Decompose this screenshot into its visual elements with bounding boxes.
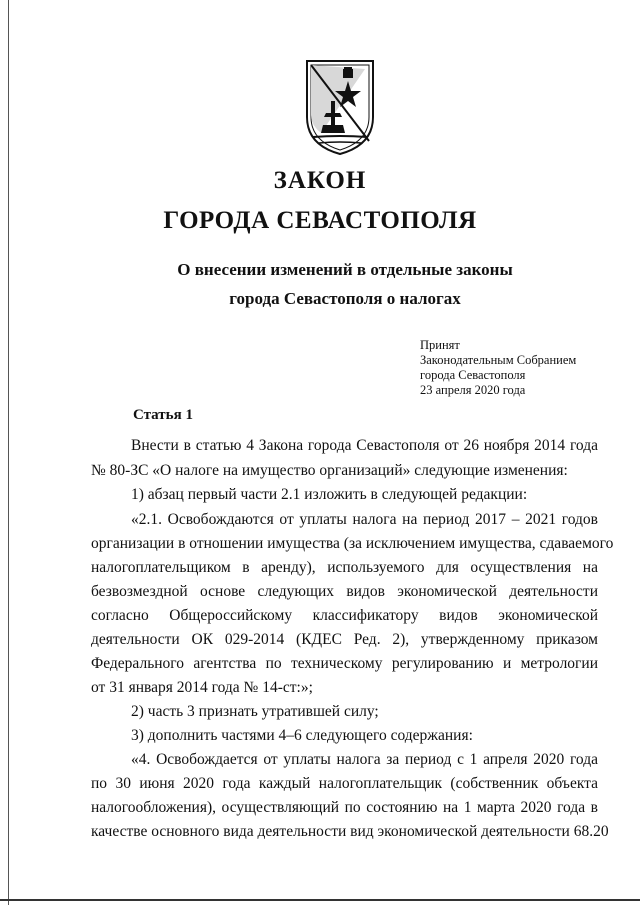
body-line: организации в отношении имущества (за исключением имущества, сдаваемого (91, 535, 614, 552)
body-line: согласно Общероссийскому классификатору видов экономической (91, 607, 598, 624)
law-title: ЗАКОН (273, 167, 367, 194)
sevastopol-coat-of-arms-icon (299, 55, 381, 157)
body-line: качестве основного вида деятельности вид экономической деятельности 68.20 (91, 823, 609, 840)
body-line: «4. Освобождается от уплаты налога за период с 1 апреля 2020 года (131, 751, 598, 768)
law-subtitle-line2: города Севастополя о налогах (229, 289, 461, 308)
law-city-title: ГОРОДА СЕВАСТОПОЛЯ (163, 207, 477, 234)
adoption-line: города Севастополя (420, 368, 526, 382)
page-left-border (8, 0, 9, 905)
law-subtitle-line1: О внесении изменений в отдельные законы (177, 260, 513, 279)
body-line: от 31 января 2014 года № 14-ст:»; (91, 679, 313, 696)
body-line: 2) часть 3 признать утратившей силу; (131, 703, 379, 720)
body-line: по 30 июня 2020 года каждый налогоплательщик (собственник объекта (91, 775, 598, 792)
page-bottom-border (0, 899, 640, 901)
adoption-date: 23 апреля 2020 года (420, 383, 526, 397)
body-line: 1) абзац первый части 2.1 изложить в следующей редакции: (131, 486, 528, 503)
adoption-line: Принят (420, 338, 460, 352)
body-line: налогообложения), осуществляющий по состоянию на 1 марта 2020 года в (91, 799, 598, 816)
adoption-line: Законодательным Собранием (420, 353, 577, 367)
body-line: безвозмездной основе следующих видов экономической деятельности (91, 583, 598, 600)
article-heading: Статья 1 (133, 407, 193, 423)
body-line: деятельности ОК 029-2014 (КДЕС Ред. 2), утвержденному приказом (91, 631, 598, 648)
body-line: № 80-ЗС «О налоге на имущество организаций» следующие изменения: (91, 462, 568, 479)
body-line: Внести в статью 4 Закона города Севастополя от 26 ноября 2014 года (131, 437, 598, 454)
body-line: налогоплательщиком в аренду), используемого для осуществления на (91, 559, 598, 576)
body-line: «2.1. Освобождаются от уплаты налога на период 2017 – 2021 годов (131, 511, 598, 528)
body-line: 3) дополнить частями 4–6 следующего содержания: (131, 727, 473, 744)
body-line: Федерального агентства по техническому регулированию и метрологии (91, 655, 598, 672)
adoption-block (420, 338, 576, 398)
